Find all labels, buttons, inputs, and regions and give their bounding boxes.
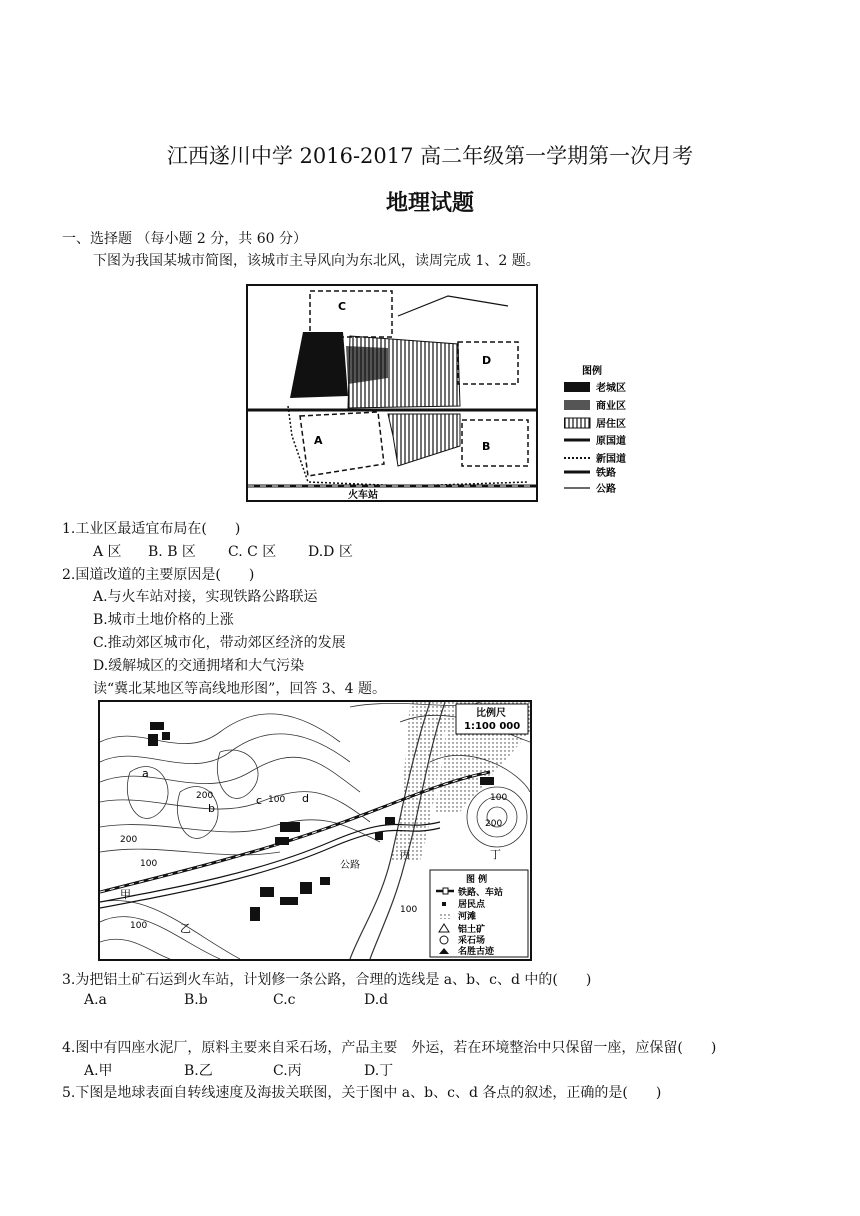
zone-label-b: B (482, 440, 491, 453)
legend-settlement: 居民点 (458, 900, 486, 910)
road-label: 公路 (340, 860, 360, 871)
city-map-legend (564, 364, 644, 504)
q4-option-b: B.乙 (184, 1063, 213, 1079)
residential-area-south (388, 414, 460, 466)
legend-title: 图例 (582, 366, 602, 377)
residential-area (348, 336, 460, 408)
contour-label: 100 (490, 793, 508, 803)
legend-swatch-residential (564, 418, 590, 428)
point-yi: 乙 (180, 922, 191, 935)
zone-c-box (310, 291, 392, 337)
q2-option-b: B.城市土地价格的上涨 (93, 612, 234, 628)
zone-label-c: C (338, 300, 347, 313)
old-town-area (290, 332, 348, 398)
q3-option-c: C.c (273, 992, 296, 1008)
legend-bauxite: 铝土矿 (458, 925, 486, 935)
contour-map (100, 702, 530, 959)
legend-residential: 居住区 (596, 419, 626, 430)
point-c: c (256, 794, 263, 807)
q3-option-d: D.d (364, 992, 389, 1008)
q2-option-c: C.推动郊区城市化，带动郊区经济的发展 (93, 635, 346, 651)
station-label: 火车站 (348, 490, 378, 500)
scale-value: 1:100 000 (464, 721, 521, 732)
zone-label-a: A (314, 434, 323, 447)
exam-title: 江西遂川中学 2016-2017 高二年级第一学期第一次月考 (166, 144, 694, 168)
point-ding: 丁 (490, 848, 501, 861)
q5-stem: 5.下图是地球表面自转线速度及海拔关联图，关于图中 a、b、c、d 各点的叙述，正确的是( ) (62, 1085, 662, 1101)
contour-map-figure (98, 700, 532, 961)
map2-legend-title: 图 例 (466, 875, 488, 885)
map2-intro: 读“冀北某地区等高线地形图”，回答 3、4 题。 (93, 681, 387, 697)
legend-swatch-oldtown (564, 382, 590, 392)
zone-label-d: D (482, 354, 492, 367)
q1-option-c: C. C 区 (228, 544, 277, 560)
section-heading: 一、选择题 （每小题 2 分，共 60 分） (62, 231, 307, 247)
legend-commercial: 商业区 (596, 401, 626, 412)
point-a: a (142, 767, 149, 780)
contour-label: 200 (120, 835, 138, 845)
legend-quarry: 采石场 (458, 936, 486, 946)
legend-oldtown: 老城区 (596, 383, 626, 394)
city-map-figure (246, 284, 538, 502)
legend-highway: 公路 (596, 484, 616, 495)
legend-railway: 铁路 (596, 468, 616, 479)
q3-option-b: B.b (184, 992, 208, 1008)
q4-option-a: A.甲 (84, 1063, 113, 1079)
contour-label: 100 (130, 921, 148, 931)
q4-stem: 4.图中有四座水泥厂，原料主要来自采石场，产品主要 外运，若在环境整治中只保留一座，应保留( ) (62, 1040, 717, 1056)
q2-option-a: A.与火车站对接，实现铁路公路联运 (93, 589, 318, 605)
scale-title: 比例尺 (476, 708, 506, 719)
legend-old-road: 原国道 (596, 436, 626, 447)
point-bing: 丙 (400, 850, 410, 861)
legend-river-beach: 河滩 (458, 912, 477, 922)
q4-option-d: D.丁 (364, 1063, 394, 1079)
q1-stem: 1.工业区最适宜布局在( ) (62, 521, 241, 537)
contour-label: 100 (140, 859, 158, 869)
subject-title: 地理试题 (385, 191, 474, 216)
zone-b-box (462, 420, 528, 466)
highway (398, 296, 508, 316)
q1-option-d: D.D 区 (308, 544, 353, 560)
q1-option-a: A 区 (93, 544, 122, 560)
q3-option-a: A.a (84, 992, 107, 1008)
point-jia: 甲 (120, 888, 131, 901)
point-d: d (302, 792, 309, 805)
q3-stem: 3.为把铝土矿石运到火车站，计划修一条公路，合理的选线是 a、b、c、d 中的( ) (62, 972, 592, 988)
q2-stem: 2.国道改道的主要原因是( ) (62, 567, 255, 583)
q1-option-b: B. B 区 (148, 544, 196, 560)
legend-rail-station: 铁路、车站 (458, 888, 504, 898)
contour-label: 100 (268, 795, 286, 805)
q4-option-c: C.丙 (273, 1063, 302, 1079)
point-b: b (208, 802, 215, 815)
q2-option-d: D.缓解城区的交通拥堵和大气污染 (93, 658, 305, 674)
zone-a-box (300, 412, 384, 476)
legend-swatch-commercial (564, 400, 590, 410)
legend-new-road: 新国道 (596, 454, 626, 465)
city-map (248, 286, 536, 500)
contour-label: 100 (400, 905, 418, 915)
contour-label: 200 (485, 819, 503, 829)
contour-label: 200 (196, 791, 214, 801)
section-intro: 下图为我国某城市简图，该城市主导风向为东北风，读周完成 1、2 题。 (93, 253, 540, 269)
legend-historic: 名胜古迹 (458, 947, 495, 957)
